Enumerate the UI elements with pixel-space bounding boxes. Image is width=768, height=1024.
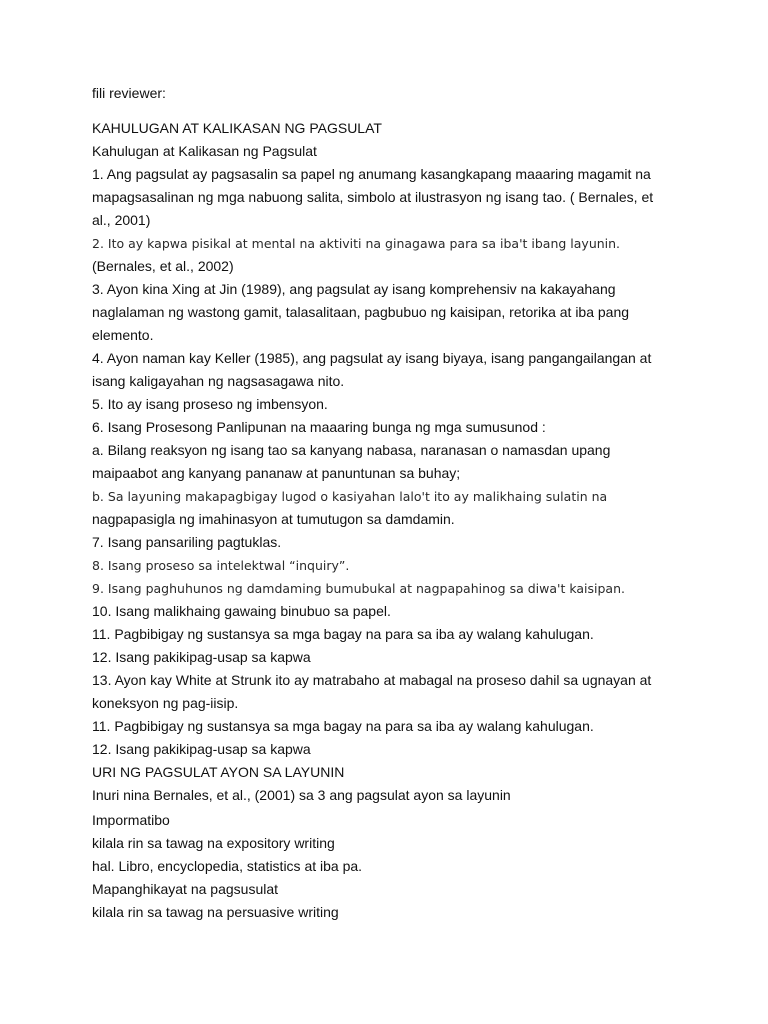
text-line: 9. Isang paghuhunos ng damdaming bumubukal at nagpapahinog sa diwa't kaisipan. [92,581,625,596]
text-line: 4. Ayon naman kay Keller (1985), ang pagsulat ay isang biyaya, isang pangangailangan at [92,350,652,366]
text-line: 11. Pagbibigay ng sustansya sa mga bagay na para sa iba ay walang kahulugan. [92,718,594,734]
text-line: 13. Ayon kay White at Strunk ito ay matrabaho at mabagal na proseso dahil sa ugnayan at [92,672,652,688]
text-line: 7. Isang pansariling pagtuklas. [92,534,282,550]
section-heading-uri: URI NG PAGSULAT AYON SA LAYUNIN [92,764,345,780]
text-line: hal. Libro, encyclopedia, statistics at iba pa. [92,858,363,874]
text-line: mapagsasalinan ng mga nabuong salita, simbolo at ilustrasyon ng isang tao. ( Bernales, et [92,189,654,205]
text-line: elemento. [92,327,154,343]
text-line: Impormatibo [92,812,170,828]
document-page [92,82,682,924]
text-line: maipaabot ang kanyang pananaw at panuntunan sa buhay; [92,465,461,481]
text-line: 1. Ang pagsulat ay pagsasalin sa papel ng anumang kasangkapang maaaring magamit na [92,166,651,182]
text-line: b. Sa layuning makapagbigay lugod o kasiyahan lalo't ito ay malikhaing sulatin na [92,489,608,504]
text-line: nagpapasigla ng imahinasyon at tumutugon sa damdamin. [92,511,455,527]
document-header: fili reviewer: [92,85,166,101]
text-line: 2. Ito ay kapwa pisikal at mental na aktiviti na ginagawa para sa iba't ibang layunin. [92,236,621,251]
text-line: 5. Ito ay isang proseso ng imbensyon. [92,396,328,412]
text-line: al., 2001) [92,212,151,228]
section-intro: Inuri nina Bernales, et al., (2001) sa 3 ang pagsulat ayon sa layunin [92,787,511,803]
text-line: 11. Pagbibigay ng sustansya sa mga bagay na para sa iba ay walang kahulugan. [92,626,594,642]
text-line: a. Bilang reaksyon ng isang tao sa kanyang nabasa, naranasan o namasdan upang [92,442,611,458]
text-line: 3. Ayon kina Xing at Jin (1989), ang pagsulat ay isang komprehensiv na kakayahang [92,281,616,297]
text-line: 12. Isang pakikipag-usap sa kapwa [92,741,311,757]
text-line: isang kaligayahan ng nagsasagawa nito. [92,373,345,389]
text-line: koneksyon ng pag-iisip. [92,695,239,711]
text-line: 6. Isang Prosesong Panlipunan na maaaring bunga ng mga sumusunod : [92,419,546,435]
text-line: kilala rin sa tawag na persuasive writing [92,904,339,920]
spacer [92,105,682,117]
text-line: Mapanghikayat na pagsusulat [92,881,279,897]
section-heading-kahulugan: KAHULUGAN AT KALIKASAN NG PAGSULAT [92,120,382,136]
text-line: (Bernales, et al., 2002) [92,258,234,274]
text-line: 12. Isang pakikipag-usap sa kapwa [92,649,311,665]
section-subheading: Kahulugan at Kalikasan ng Pagsulat [92,143,317,159]
text-line: 8. Isang proseso sa intelektwal “inquiry”. [92,558,350,573]
text-line: naglalaman ng wastong gamit, talasalitaan, pagbubuo ng kaisipan, retorika at iba pang [92,304,630,320]
text-line: 10. Isang malikhaing gawaing binubuo sa papel. [92,603,391,619]
text-line: kilala rin sa tawag na expository writing [92,835,335,851]
